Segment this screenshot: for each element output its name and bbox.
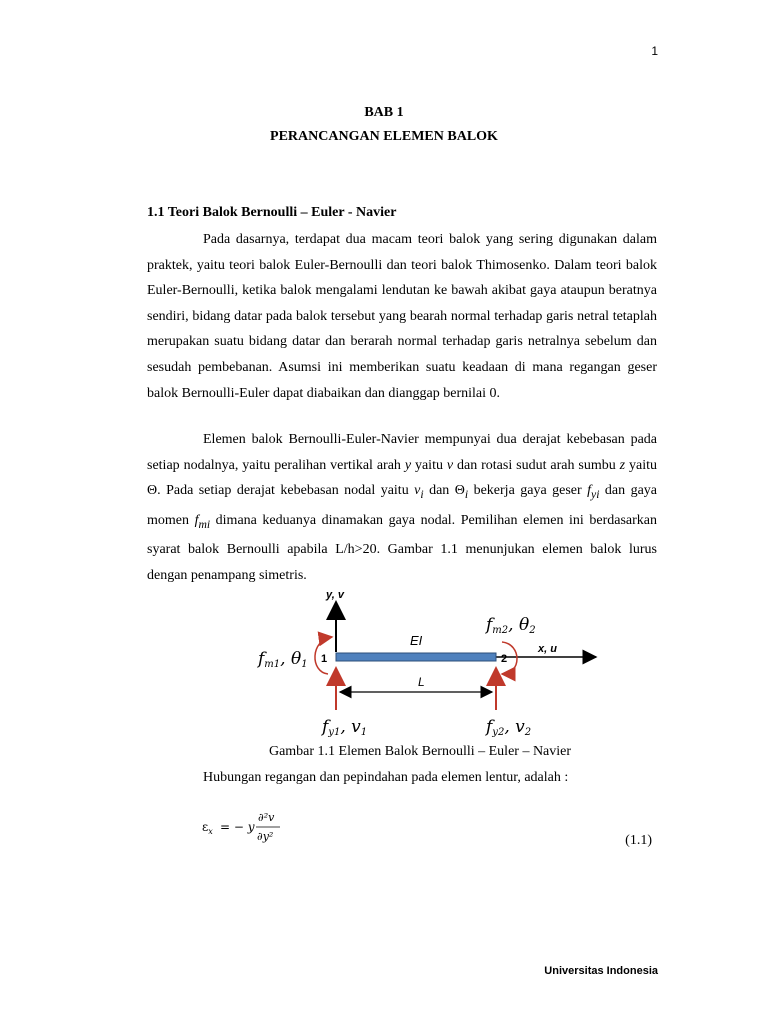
equation-intro: Hubungan regangan dan pepindahan pada elemen lentur, adalah : [203, 770, 569, 785]
moment-label-2: fm2, θ2 [486, 615, 536, 636]
equation-denominator: ∂y² [257, 830, 274, 843]
beam-label: EI [410, 633, 423, 648]
footer-university: Universitas Indonesia [544, 965, 658, 977]
paragraph-1-text: Pada dasarnya, terdapat dua macam teori balok yang sering digunakan dalam praktek, yaitu teori balok Euler-Bernoulli dan teori balok Thimosenko. Dalam teori balok Euler-Bernoulli, ketika balok mengalami lendutan ke bawah akibat gaya ataupun beratnya sendiri, bidang datar pada balok tersebut yang bearah normal terhadap garis netral tetaplah merupakan suatu bidang datar dan berarah normal terhadap garis netralnya sebelum dan sesudah pembebanan. Asumsi ini memberikan suatu keadaan di mana regangan geser balok Bernoulli-Euler dapat diabaikan dan dianggap bernilai 0. [147, 232, 657, 401]
equation-lhs: $\varepsilon_x$ [202, 820, 213, 836]
shear-label-1: fy1, v1 [322, 717, 368, 738]
beam-figure [240, 582, 610, 742]
equation-operator: = − y [220, 820, 255, 834]
beam [336, 653, 496, 661]
figure-caption: Gambar 1.1 Elemen Balok Bernoulli – Euler – Navier [268, 744, 572, 759]
paragraph-1 [147, 227, 657, 406]
section-heading: 1.1 Teori Balok Bernoulli – Euler - Navier [147, 205, 397, 220]
paragraph-2 [147, 427, 657, 588]
chapter-title: PERANCANGAN ELEMEN BALOK [270, 129, 498, 144]
length-label: L [418, 675, 425, 689]
chapter-number: BAB 1 [364, 105, 404, 120]
shear-label-2: fy2, v2 [486, 717, 532, 738]
equation-numerator: ∂²v [258, 811, 275, 824]
equation-1-1 [200, 808, 300, 848]
equation-number: (1.1) [625, 833, 652, 848]
x-axis-label: x, u [538, 643, 557, 655]
page-number: 1 [651, 44, 658, 58]
paragraph-2-text: Elemen balok Bernoulli-Euler-Navier mempunyai dua derajat kebebasan pada setiap nodalnya, yaitu peralihan vertikal arah y yaitu v dan rotasi sudut arah sumbu z yaitu Θ. Pada setiap derajat kebebasan nodal yaitu $v_i$ dan $\Theta_i$ bekerja gaya geser $f_{yi}$ dan gaya momen $f_{mi}$ dimana keduanya dinamakan gaya nodal. Pemilihan elemen ini berdasarkan syarat balok Bernoulli apabila L/h>20. Gambar 1.1 menunjukan elemen balok lurus dengan penampang simetris. [147, 432, 658, 583]
moment-label-1: fm1, θ1 [258, 649, 308, 670]
node-1-label: 1 [321, 653, 328, 665]
y-axis-label: y, v [326, 589, 344, 601]
node-2-label: 2 [501, 653, 508, 665]
